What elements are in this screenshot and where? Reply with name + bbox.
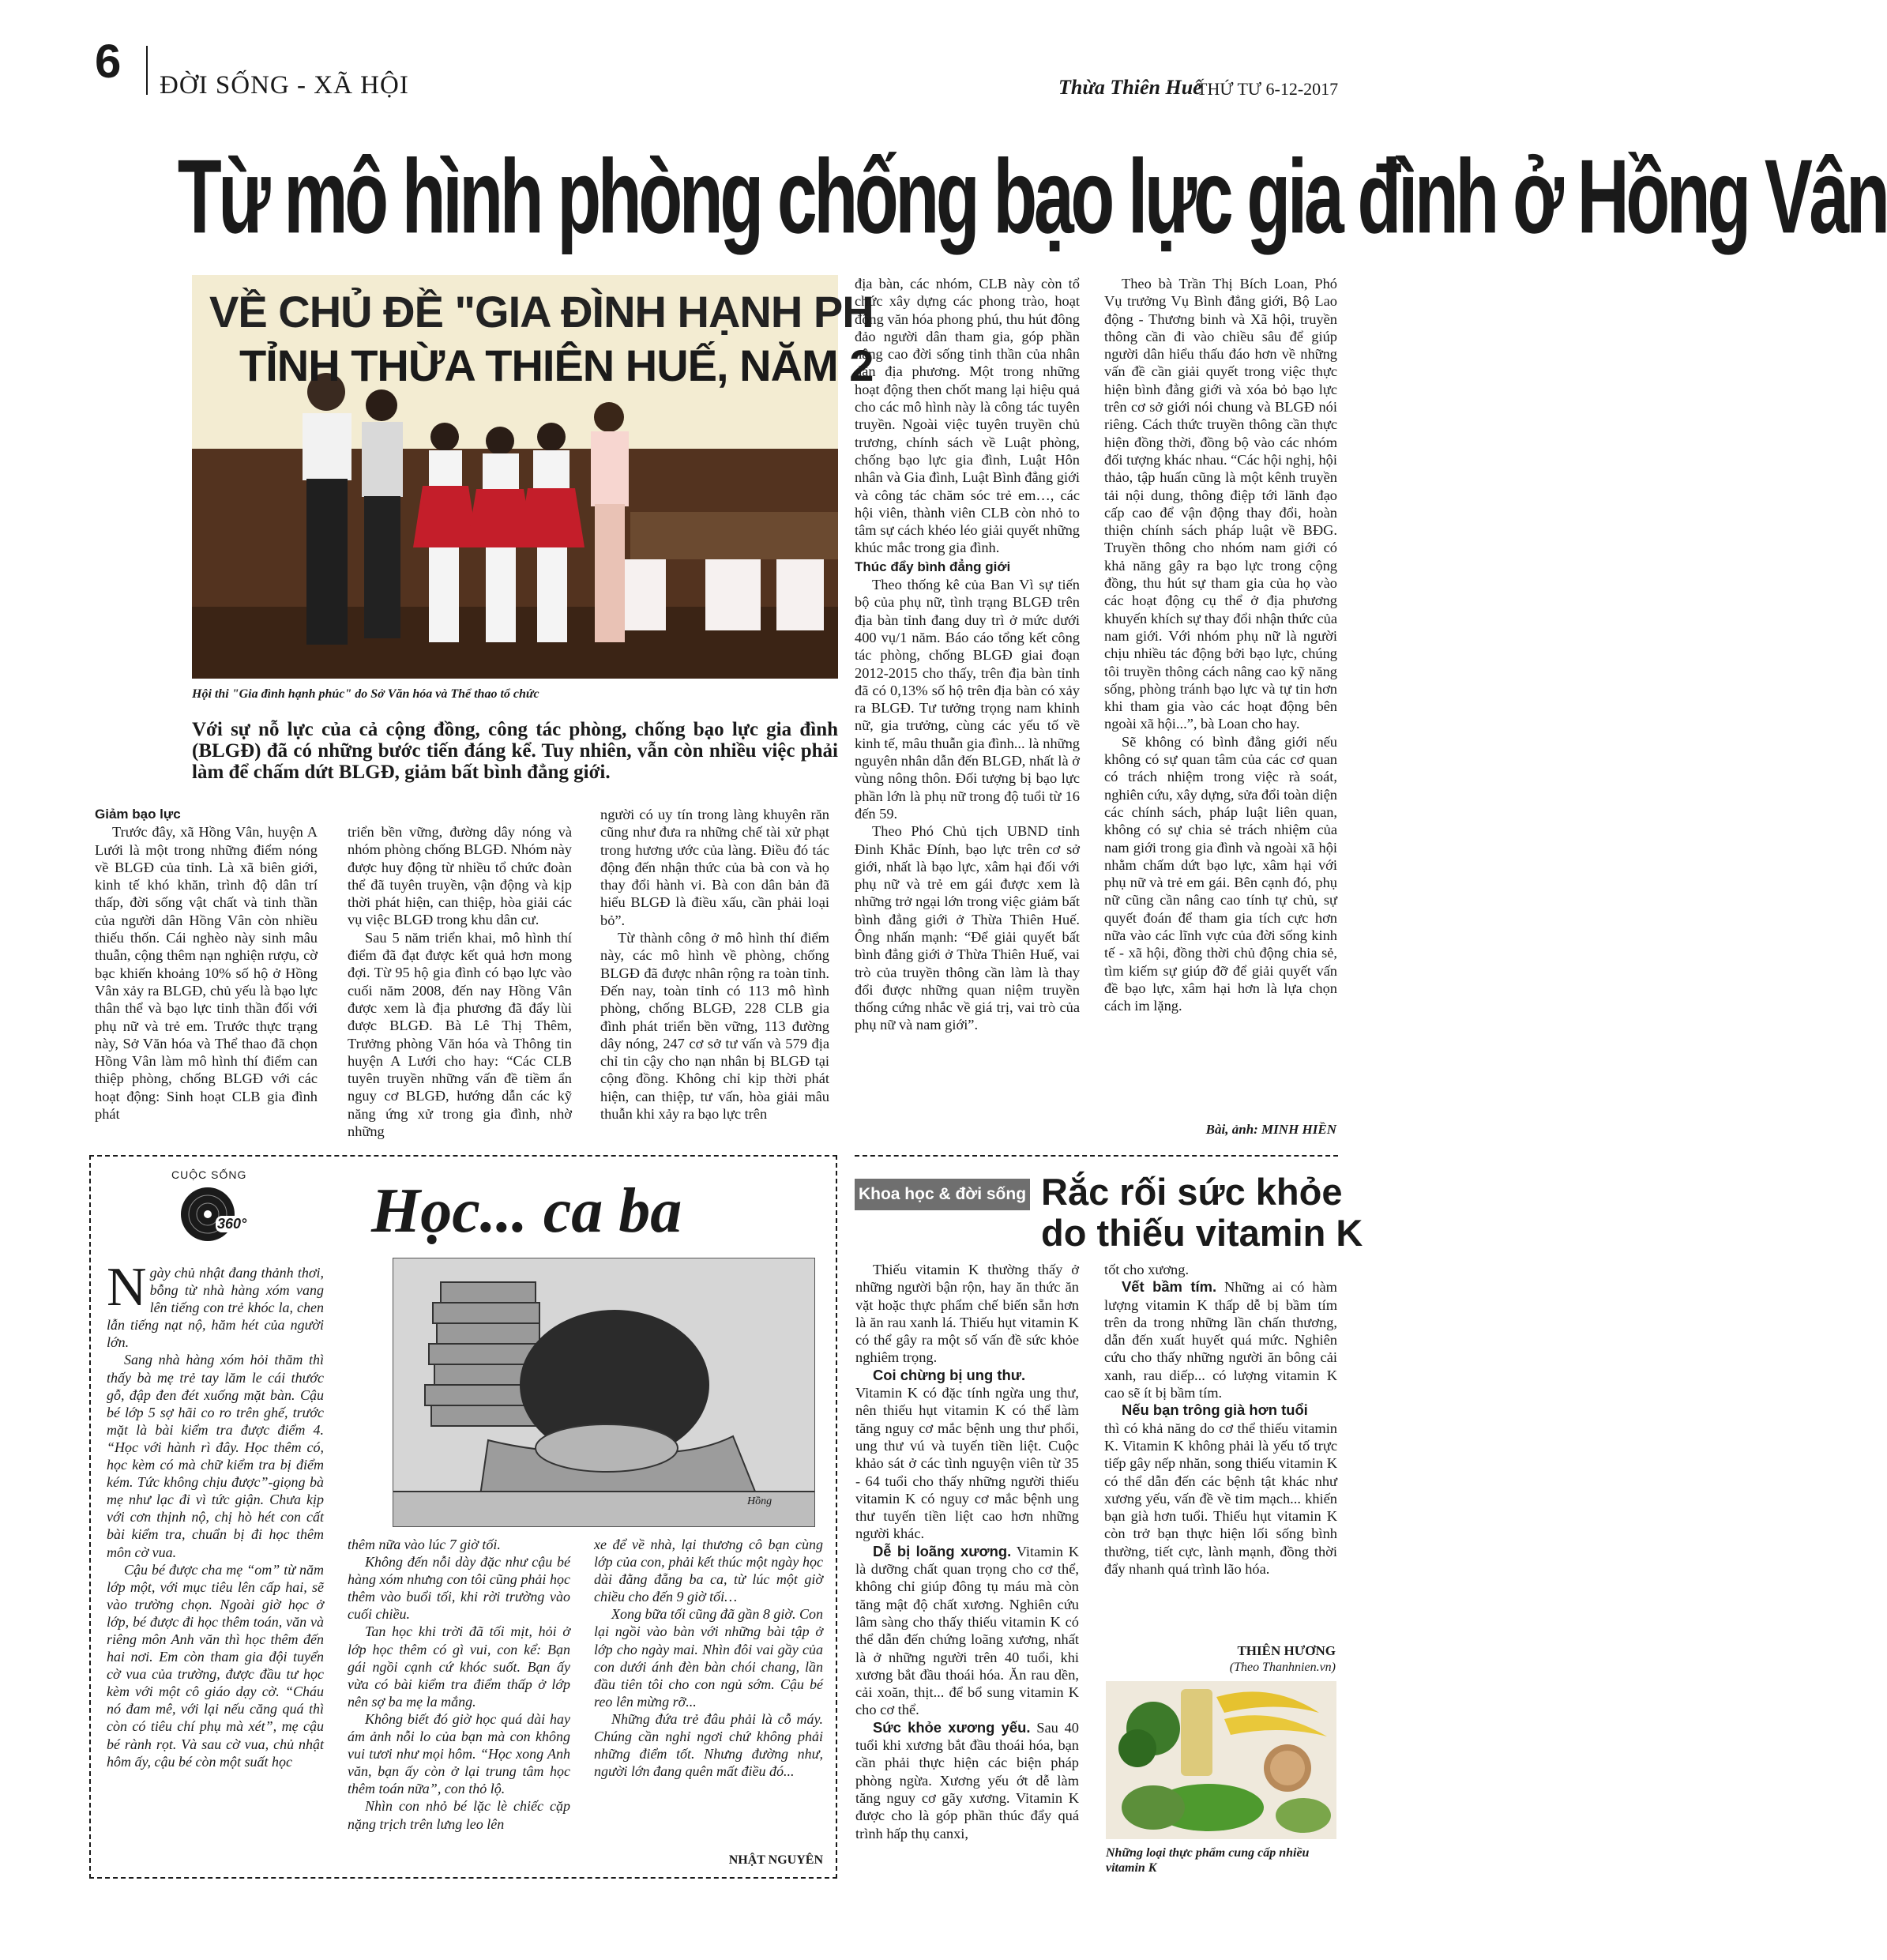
tired-student-drawing	[393, 1258, 814, 1526]
paragraph	[1104, 1278, 1337, 1401]
vitamin-photo	[1106, 1681, 1336, 1839]
vitamin-byline: THIÊN HƯƠNG	[1237, 1643, 1336, 1658]
paragraph: Trước đây, xã Hồng Vân, huyện A Lưới là một trong những điểm nóng về BLGĐ của tỉnh. Là xã biên giới, kinh tế khó khăn, trình độ dân trí thấp, đời sống vật chất và tinh thần của người dân Hồng Vân còn nhiều thiếu thốn. Cái nghèo này sinh mâu thuẫn, cộng thêm nạn nghiện rượu, cờ bạc khiến khoảng 10% số hộ ở Hồng Vân xảy ra BLGĐ, chủ yếu là bạo lực thân thể và bạo lực tinh thần đối với phụ nữ và trẻ em. Trước thực trạng này, Sở Văn hóa và Thể thao đã chọn Hồng Vân làm mô hình thí điểm can thiệp phòng, chống BLGĐ với các hoạt động: Sinh hoạt CLB gia đình phát	[95, 824, 318, 1123]
badge-label: CUỘC SỐNG	[171, 1168, 247, 1181]
paragraph: tốt cho xương.	[1104, 1262, 1190, 1277]
paragraph-text: gày chủ nhật đang thảnh thơi, bỗng từ nhà hàng xóm vang lên tiếng con trẻ khóc la, chen lẫn tiếng nạt nộ, hăm hét của người lớn.	[107, 1265, 324, 1351]
main-photo	[192, 275, 874, 679]
photo-caption: Hội thi "Gia đình hạnh phúc" do Sở Văn hóa và Thể thao tổ chức	[192, 687, 539, 701]
cuoc-song-badge	[170, 1165, 257, 1252]
paragraph: Sau 5 năm triển khai, mô hình thí điểm đã đạt được kết quả hơn mong đợi. Từ 95 hộ gia đình có bạo lực vào cuối năm 2008, đến nay Hồng Vân được xem là địa phương đã đẩy lùi được BLGĐ. Bà Lê Thị Thêm, Trưởng phòng Văn hóa và Thông tin huyện A Lưới cho hay: “Các CLB tuyên truyền những vấn đề tiềm ẩn nguy cơ BLGĐ, hướng dẫn các kỹ năng ứng xử trong gia đình, nhờ những	[348, 929, 572, 1140]
issue-date: THỨ TƯ 6-12-2017	[1197, 79, 1339, 99]
paragraph	[107, 1257, 324, 1351]
paragraph: Từ thành công ở mô hình thí điểm này, các mô hình về phòng, chống BLGĐ đã được nhân rộng ra toàn tỉnh. Đến nay, toàn tỉnh có 113 mô hình phòng, chống BLGĐ, 228 CLB gia đình phát triển bền vững, 113 đường dây nóng, 247 cơ sở tư vấn và 579 địa chỉ tin cậy cho nạn nhân bị BLGĐ tại cộng đồng. Không chỉ kịp thời phát hiện, can thiệp, tư vấn, hòa giải mâu thuẫn khi xảy ra bạo lực trên	[600, 930, 829, 1123]
paragraph: Theo thống kê của Ban Vì sự tiến bộ của phụ nữ, tình trạng BLGĐ trên địa bàn tỉnh đang duy trì ở mức dưới 400 vụ/1 năm. Báo cáo tổng kết công tác phòng, chống BLGĐ giai đoạn 2012-2015 cho thấy, trên địa bàn tỉnh đã có 0,13% số hộ trên địa bàn có xảy ra BLGĐ. Tư tưởng trọng nam khinh nữ, gia trưởng, cùng các yếu tố về kinh tế, mâu thuẫn gia đình... là những nguyên nhân dẫn đến BLGĐ, nhất là ở vùng nông thôn. Đối tượng bị bạo lực phần lớn là phụ nữ trong độ tuổi từ 16 đến 59.	[855, 577, 1080, 822]
paragraph: Sẽ không có bình đẳng giới nếu không có sự quan tâm của các cơ quan có trách nhiệm trong việc rà soát, nghiên cứu, xây dựng, sửa đổi toàn diện các chính sách, pháp luật liên quan, không có sự chia sẻ trách nhiệm của nam giới trong gia đình và ngoài xã hội nhằm chấm dứt bạo lực, xâm hại với phụ nữ và trẻ em gái. Bên cạnh đó, phụ nữ cũng cần nâng cao tính tự chủ, sự quyết đoán để tham gia tích cực hơn nữa vào các lĩnh vực của đời sống kinh tế - xã hội, đồng thời chủ động chia sẻ, tìm kiếm sự giúp đỡ để giải quyết vấn đề bạo lực, xâm hại hơn là lựa chọn cách im lặng.	[1104, 733, 1337, 1014]
box-headline: Học... ca ba	[371, 1176, 682, 1246]
inline-heading: Sức khỏe xương yếu.	[873, 1718, 1031, 1736]
box-col-3	[594, 1536, 823, 1852]
headline: Từ mô hình phòng chống bạo lực gia đình ở Hồng Vân	[177, 138, 1887, 256]
main-col-4	[855, 275, 1080, 1144]
header-divider	[146, 46, 148, 95]
box-col-2	[348, 1536, 570, 1874]
paragraph: Sang nhà hàng xóm hỏi thăm thì thấy bà mẹ trẻ tay lăm le cái thước gỗ, đập đen đét xuống mặt bàn. Cậu bé lớp 5 sợ hãi co ro trên ghế, trước mặt là bài kiểm tra được điểm 4. “Học với hành rì đây. Học thêm có, học kèm có mà chữ kiểm tra bị điểm kém. Tức không chịu được”-giọng bà mẹ như lạc đi vì tức giận. Chưa kịp với cơn thịnh nộ, chị hò hét con cất bài kiểm tra, chuẩn bị đi học thêm môn cờ vua.	[107, 1352, 324, 1560]
paragraph	[1104, 1401, 1337, 1419]
paragraph: Những đứa trẻ đâu phải là cỗ máy. Chúng cần nghỉ ngơi chứ không phải những điểm tốt. Nhưng đường như, người lớn đang quên mất điều đó...	[594, 1710, 823, 1780]
masthead: Thừa Thiên Huế	[1058, 76, 1202, 99]
vitamin-photo-caption: Những loại thực phẩm cung cấp nhiều vitamin K	[1106, 1846, 1310, 1875]
paragraph	[855, 1543, 1079, 1719]
box-col-1	[107, 1257, 324, 1872]
page-number: 6	[95, 35, 122, 88]
paragraph: Thiếu vitamin K thường thấy ở những người bận rộn, hay ăn thức ăn vặt hoặc thực phẩm chế biến sẵn hơn là ăn rau xanh lá. Thiếu hụt vitamin K có thể gây ra một số vấn đề sức khỏe nghiêm trọng.	[855, 1262, 1079, 1366]
subheading-giam-bao-luc: Giảm bạo lực	[95, 807, 181, 822]
main-col-5	[1104, 275, 1337, 1112]
paragraph: triển bền vững, đường dây nóng và nhóm phòng chống BLGĐ. Nhóm này được huy động từ nhiều tổ chức đoàn thể đã tuyên truyền, vận động và kịp thời phát hiện, can thiệp, hòa giải các vụ việc BLGĐ trong khu dân cư.	[348, 824, 572, 928]
inline-heading: Coi chừng bị ung thư.	[873, 1366, 1026, 1383]
paragraph: thêm nữa vào lúc 7 giờ tối.	[348, 1537, 501, 1552]
vitamin-col-1	[855, 1261, 1079, 1885]
paragraph-text: Sau 40 tuổi khi xương bắt đầu thoái hóa, bạn cần phải thực hiện các biện pháp phòng ngừa. Xương yếu ớt dễ làm tăng nguy cơ gãy xương. Vitamin K được cho là góp phần thúc đẩy quá trình hấp thụ canxi,	[855, 1719, 1079, 1841]
main-byline: Bài, ảnh: MINH HIỀN	[1205, 1122, 1336, 1137]
paragraph: Không biết đó giờ học quá dài hay ám ảnh nỗi lo của bạn mà con không vui tươi như mọi hôm. “Học xong Anh văn, bạn ấy còn ở lại trung tâm học thêm toán nữa”, con thỏ lộ.	[348, 1710, 570, 1797]
vitamin-headline-1: Rắc rối sức khỏe	[1041, 1171, 1343, 1213]
illustration-signature: Hồng	[747, 1495, 772, 1507]
paragraph-text: Vitamin K là dưỡng chất quan trọng cho cơ thể, không chỉ giúp đông tụ máu mà còn tăng mật độ chất xương. Nghiên cứu lâm sàng cho thấy thiếu vitamin K có thể dẫn đến chứng loãng xương, nhất là ở những người trên 40 tuổi, khi xương bắt đầu thoái hóa. Ăn rau dền, cải xoăn, thịt... để bổ sung vitamin K cho cơ thể.	[855, 1543, 1080, 1718]
paragraph: địa bàn, các nhóm, CLB này còn tổ chức xây dựng các phong trào, hoạt động văn hóa phong phú, thu hút đông đảo người dân tham gia, góp phần nâng cao đời sống tinh thần của nhân dân địa phương. Một trong những hoạt động then chốt mang lại hiệu quả cho các mô hình này là công tác tuyên truyền. Ngoài việc tuyên truyền chủ trương, chính sách về Luật phòng, chống bạo lực gia đình, Luật Hôn nhân và Gia đình, Luật Bình đẳng giới và công tác chăm sóc trẻ em…, các hội viên, thành viên CLB còn nhỏ to tâm sự cách khéo léo giải quyết những khúc mắc trong gia đình.	[855, 276, 1080, 556]
lead-paragraph: Với sự nỗ lực của cả cộng đồng, công tác phòng, chống bạo lực gia đình (BLGĐ) đã có những bước tiến đáng kể. Tuy nhiên, vẫn còn nhiều việc phải làm để chấm dứt BLGĐ, giảm bất bình đẳng giới.	[192, 719, 838, 783]
vitamin-top-rule	[855, 1155, 1338, 1158]
paragraph: xe để về nhà, lại thương cô bạn cùng lớp của con, phải kết thúc một ngày học dài đằng đẵng ba ca, từ lúc một giờ chiều cho đến 9 giờ tối…	[594, 1537, 823, 1605]
paragraph-text: Những ai có hàm lượng vitamin K thấp dễ bị bầm tím trên da trong những lần chấn thương, dẫn đến xuất huyết quá mức. Nghiên cứu cho thấy những người ăn bông cải xanh, rau diếp... có lượng vitamin K cao sẽ ít bị bầm tím.	[1104, 1279, 1337, 1401]
box-illustration	[393, 1258, 815, 1527]
vitamin-headline-2: do thiếu vitamin K	[1041, 1212, 1363, 1254]
paragraph: Không đến nỗi dày đặc như cậu bé hàng xóm nhưng con tôi cũng phải học thêm vào buổi tối, khi rời trường vào cuối chiều.	[348, 1554, 570, 1623]
food-vegetables-image	[1106, 1681, 1336, 1839]
paragraph: thì có khả năng do cơ thể thiếu vitamin K. Vitamin K không phải là yếu tố trực tiếp gây nếp nhăn, song thiếu vitamin K có thể dẫn đến các bệnh tật khác như xương yếu, vấn đề về tim mạch... khiến bạn già hơn tuổi. Thiếu hụt vitamin K còn trở bạn thực hiện lối sống bình thường, tiết cực, lành mạnh, đồng thời đẩy nhanh quá trình lão hóa.	[1104, 1420, 1337, 1578]
paragraph: Tan học khi trời đã tối mịt, hỏi ở lớp học thêm có gì vui, con kể: Bạn gái ngồi cạnh cứ khóc suốt. Bạn ấy vừa có bài kiểm tra điểm thấp ở lớp nên sợ ba mẹ la mắng.	[348, 1623, 570, 1710]
paragraph: Theo Phó Chủ tịch UBND tỉnh Đinh Khắc Đính, bạo lực trên cơ sở giới, nhất là bạo lực, xâm hại đối với phụ nữ và trẻ em gái được xem là những trở ngại lớn trong việc giảm bất bình đẳng giới ở Thừa Thiên Huế. Ông nhấn mạnh: “Để giải quyết bất bình đẳng giới ở Thừa Thiên Huế, vai trò của truyền thông cần làm là thay đổi được những quan niệm truyền thống cứng nhắc về giá trị, vai trò của phụ nữ và nam giới”.	[855, 823, 1080, 1033]
box-byline: NHẬT NGUYÊN	[728, 1853, 823, 1867]
section-title: ĐỜI SỐNG - XÃ HỘI	[160, 71, 409, 100]
section-tag: Khoa học & đời sống	[855, 1179, 1030, 1210]
dropcap: N	[107, 1257, 147, 1318]
vitamin-col-2	[1104, 1261, 1337, 1640]
main-col-1	[95, 806, 318, 1138]
inline-heading: Vết bầm tím.	[1122, 1278, 1217, 1296]
inline-heading: Dễ bị loãng xương.	[873, 1542, 1012, 1559]
photo-banner-line2: TỈNH THỪA THIÊN HUẾ, NĂM 2	[239, 340, 874, 390]
photo-banner-line1: VỀ CHỦ ĐỀ "GIA ĐÌNH HẠNH PH	[209, 287, 874, 337]
paragraph: người có uy tín trong làng khuyên răn cũng như đưa ra những chế tài xử phạt trong hương ước của làng. Điều đó tác động đến nhận thức của bà con và họ thay đổi hành vi. Bà con dân bản đã hiểu BLGĐ là điều xấu, cần phải loại bỏ”.	[600, 807, 829, 928]
paragraph	[855, 1719, 1079, 1842]
badge-number: 360°	[217, 1216, 247, 1232]
paragraph: Xong bữa tối cũng đã gần 8 giờ. Con lại ngồi vào bàn với những bài tập ở lớp cho ngày mai. Nhìn đôi vai gầy của con dưới ánh đèn bàn chói chang, lần đầu tiên tôi cho con ngủ sớm. Cậu bé reo lên mừng rỡ...	[594, 1606, 823, 1710]
inline-heading: Nếu bạn trông già hơn tuổi	[1122, 1401, 1308, 1419]
paragraph: Theo bà Trần Thị Bích Loan, Phó Vụ trưởng Vụ Bình đẳng giới, Bộ Lao động - Thương binh và Xã hội, truyền thông cần đi vào chiều sâu để giúp người dân hiểu thấu đáo hơn về những vấn đề cần giải quyết trong việc thực hiện bình đẳng giới và xóa bỏ bạo lực trên cơ sở giới nói chung và BLGĐ nói riêng. Cách thức truyền thông cần thực hiện đồng thời, đồng bộ vào các nhóm đối tượng khác nhau. “Các hội nghị, hội thảo, tập huấn cũng là một kênh truyền tải nội dung, thông điệp tới lãnh đạo cấp cao để vận động thay đổi, hoàn thiện chính sách pháp luật về BĐG. Truyền thông cho nhóm nam giới có khả năng gây ra bạo lực trong cộng đồng, thu hút sự tham gia của họ vào các hoạt động cụ thể ở địa phương khuyến khích sự thay đổi nhận thức của nam giới. Với nhóm phụ nữ là người chịu nhiều tác động bởi bạo lực, chúng tôi truyền thông cách nâng cao kỹ năng sống, phòng tránh bạo lực và tự tin hơn khi tham gia vào các hoạt động bên ngoài xã hội...”, bà Loan cho hay.	[1104, 276, 1337, 732]
vitamin-source: (Theo Thanhnien.vn)	[1229, 1661, 1336, 1674]
main-col-3	[600, 806, 829, 1139]
paragraph: Nhìn con nhỏ bé lặc lè chiếc cặp nặng trịch trên lưng leo lên	[348, 1798, 570, 1832]
subheading-binh-dang-gioi: Thúc đẩy bình đẳng giới	[855, 559, 1011, 574]
main-col-2	[348, 823, 572, 1139]
paragraph: Cậu bé được cha mẹ “om” từ năm lớp một, với mục tiêu lên cấp hai, sẽ vào trường chọn. Ngoài giờ học ở lớp, bé được đi học thêm toán, văn và riêng môn Anh văn thì học thêm đến hai nơi. Em còn tham gia đội tuyển cờ vua của trường, được đầu tư học kèm với một cô giáo dạy cờ. “Cháu nó đam mê, với lại nếu căng quá thì còn có tiêu chí phụ mà xét”, mẹ cậu bé rành rọt. Và sau cờ vua, chủ nhật hôm ấy, cậu bé còn một suất học	[107, 1561, 324, 1770]
paragraph	[855, 1367, 1079, 1384]
paragraph: Vitamin K có đặc tính ngừa ung thư, nên thiếu hụt vitamin K có thể làm tăng nguy cơ mắc bệnh ung thư phổi, ung thư vú và tuyến tiền liệt. Cuộc khảo sát ở các tình nguyện viên từ 35 - 64 tuổi cho thấy những người thiếu vitamin K có nguy cơ mắc bệnh ung thư tuyến tiền liệt cao hơn những người khác.	[855, 1385, 1079, 1542]
